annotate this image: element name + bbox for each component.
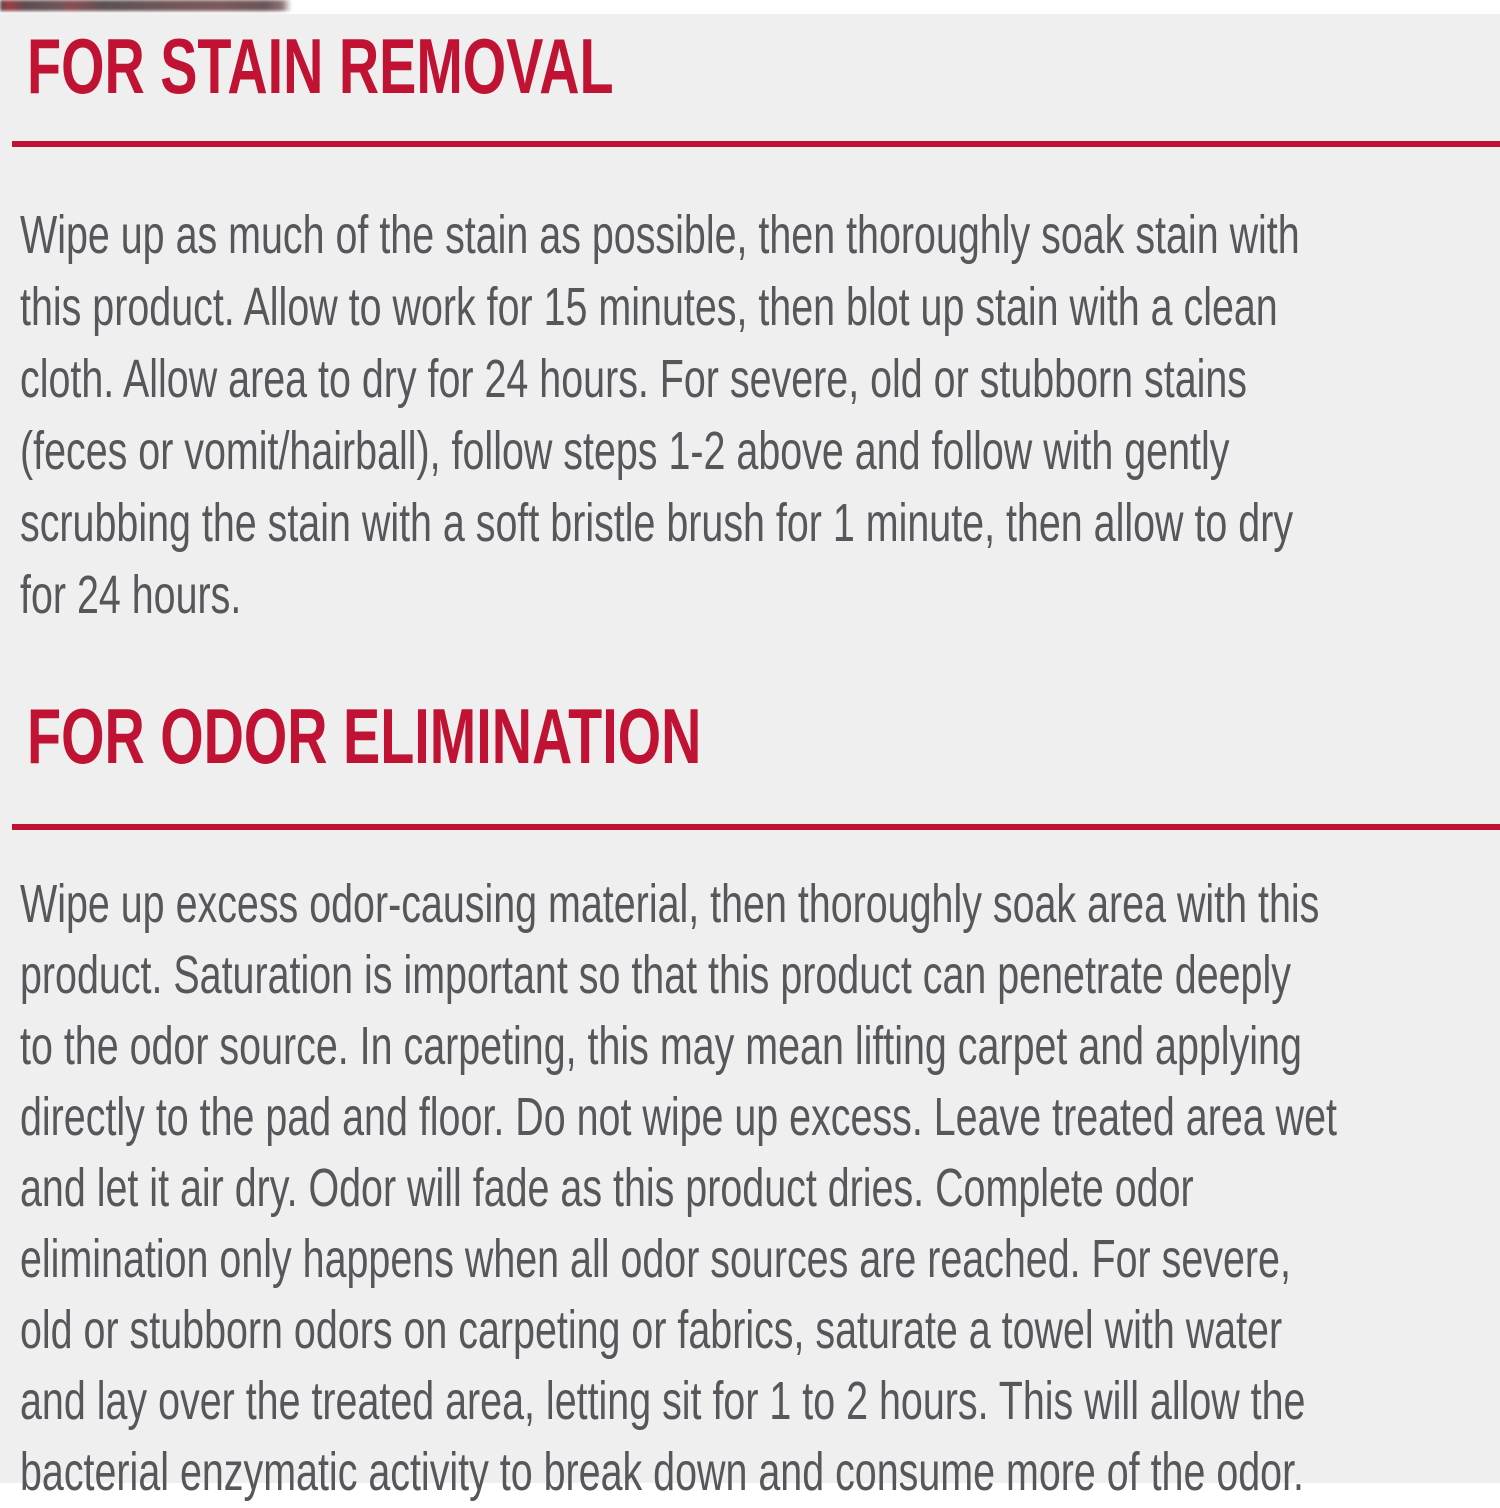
top-edge-strip (0, 0, 1500, 14)
paragraph-line: old or stubborn odors on carpeting or fabrics, saturate a towel with water (20, 1300, 1283, 1360)
paragraph-line: product. Saturation is important so that this product can penetrate deeply (20, 945, 1291, 1005)
odor-elimination-heading: FOR ODOR ELIMINATION (27, 692, 702, 780)
paragraph-line: directly to the pad and floor. Do not wipe up excess. Leave treated area wet (20, 1087, 1337, 1147)
cropped-content-artifact (0, 0, 648, 11)
odor-elimination-instructions (20, 869, 1500, 1508)
stain-removal-instructions (20, 199, 1500, 631)
paragraph-line: Wipe up excess odor-causing material, then thoroughly soak area with this (20, 874, 1320, 934)
odor-elimination-divider-rule (12, 824, 1500, 830)
stain-removal-divider-rule (12, 141, 1500, 147)
paragraph-line: Wipe up as much of the stain as possible, then thoroughly soak stain with (20, 205, 1300, 265)
paragraph-line: this product. Allow to work for 15 minutes, then blot up stain with a clean (20, 277, 1278, 337)
paragraph-line: and let it air dry. Odor will fade as this product dries. Complete odor (20, 1158, 1194, 1218)
paragraph-line: to the odor source. In carpeting, this may mean lifting carpet and applying (20, 1016, 1302, 1076)
paragraph-line: for 24 hours. (20, 565, 242, 625)
paragraph-line: elimination only happens when all odor sources are reached. For severe, (20, 1229, 1291, 1289)
paragraph-line: (feces or vomit/hairball), follow steps 1-2 above and follow with gently (20, 421, 1230, 481)
paragraph-line: cloth. Allow area to dry for 24 hours. For severe, old or stubborn stains (20, 349, 1248, 409)
paragraph-line: bacterial enzymatic activity to break down and consume more of the odor. (20, 1442, 1305, 1502)
paragraph-line: scrubbing the stain with a soft bristle brush for 1 minute, then allow to dry (20, 493, 1294, 553)
stain-removal-heading: FOR STAIN REMOVAL (27, 22, 614, 110)
instructions-panel (0, 14, 1500, 1502)
paragraph-line: and lay over the treated area, letting sit for 1 to 2 hours. This will allow the (20, 1371, 1306, 1431)
